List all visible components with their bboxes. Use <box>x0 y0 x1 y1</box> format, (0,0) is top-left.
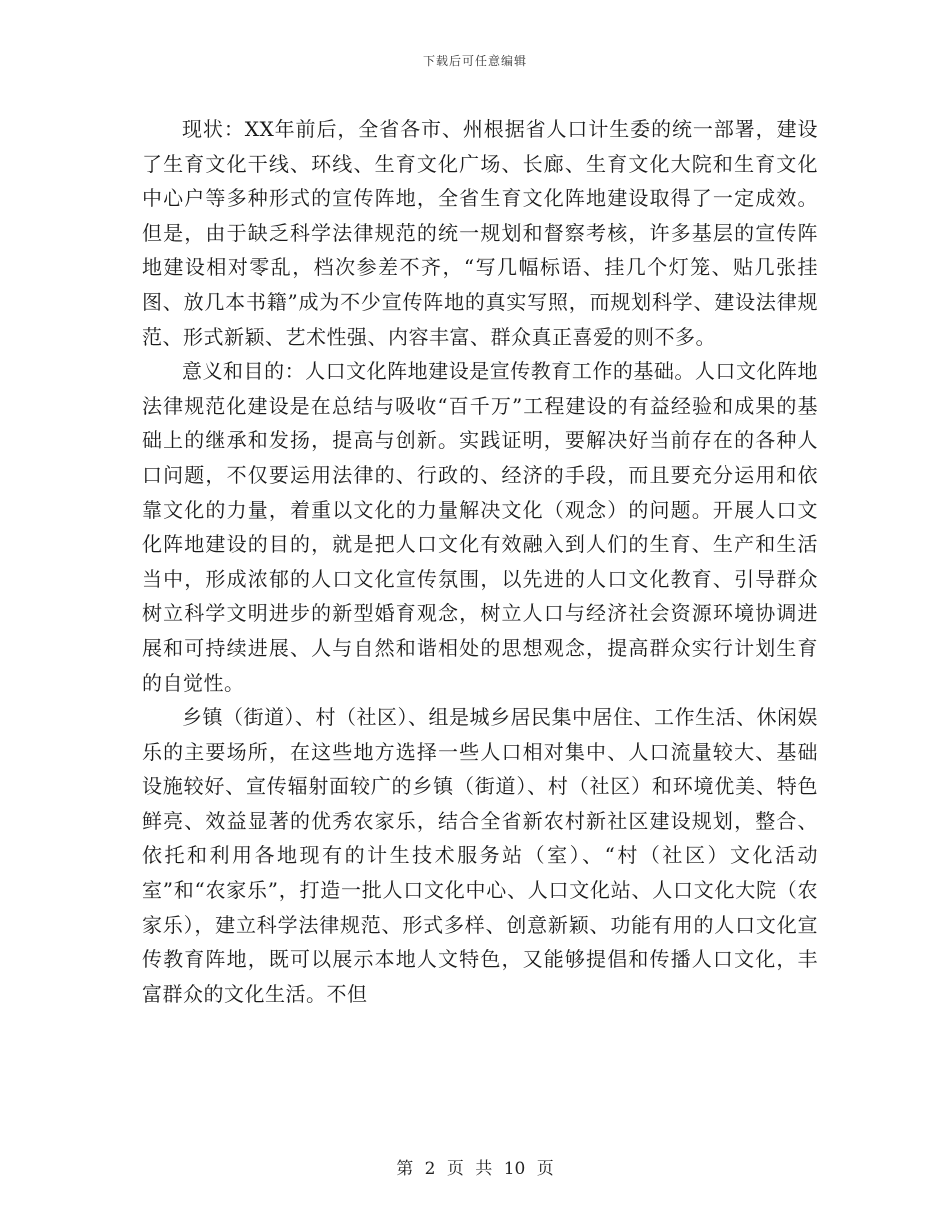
page-number-footer: 第 2 页 共 10 页 <box>396 1159 554 1179</box>
document-body <box>142 112 818 1011</box>
paragraph-status: 现状：XX年前后，全省各市、州根据省人口计生委的统一部署，建设了生育文化干线、环线、生育文化广场、长廊、生育文化大院和生育文化中心户等多种形式的宣传阵地，全省生育文化阵地建设取得了一定成效。但是，由于缺乏科学法律规范的统一规划和督察考核，许多基层的宣传阵地建设相对零乱，档次参差不齐，“写几幅标语、挂几个灯笼、贴几张挂图、放几本书籍”成为不少宣传阵地的真实写照，而规划科学、建设法律规范、形式新颖、艺术性强、内容丰富、群众真正喜爱的则不多。 <box>142 117 818 349</box>
paragraph-significance: 意义和目的：人口文化阵地建设是宣传教育工作的基础。人口文化阵地法律规范化建设是在总结与吸收“百千万”工程建设的有益经验和成果的基础上的继承和发扬，提高与创新。实践证明，要解决好当前存在的各种人口问题，不仅要运用法律的、行政的、经济的手段，而且要充分运用和依靠文化的力量，着重以文化的力量解决文化（观念）的问题。开展人口文化阵地建设的目的，就是把人口文化有效融入到人们的生育、生产和生活当中，形成浓郁的人口文化宣传氛围，以先进的人口文化教育、引导群众树立科学文明进步的新型婚育观念，树立人口与经济社会资源环境协调进展和可持续进展、人与自然和谐相处的思想观念，提高群众实行计划生育的自觉性。 <box>142 359 818 695</box>
paragraph-towns: 乡镇（街道）、村（社区）、组是城乡居民集中居住、工作生活、休闲娱乐的主要场所，在这些地方选择一些人口相对集中、人口流量较大、基础设施较好、宣传辐射面较广的乡镇（街道）、村（社区）和环境优美、特色鲜亮、效益显著的优秀农家乐，结合全省新农村新社区建设规划，整合、依托和利用各地现有的计生技术服务站（室）、“村（社区）文化活动室”和“农家乐”，打造一批人口文化中心、人口文化站、人口文化大院（农家乐），建立科学法律规范、形式多样、创意新颖、功能有用的人口文化宣传教育阵地，既可以展示本地人文特色，又能够提倡和传播人口文化，丰富群众的文化生活。不但 <box>142 705 818 1006</box>
page-header: 下载后可任意编辑 <box>422 54 527 68</box>
